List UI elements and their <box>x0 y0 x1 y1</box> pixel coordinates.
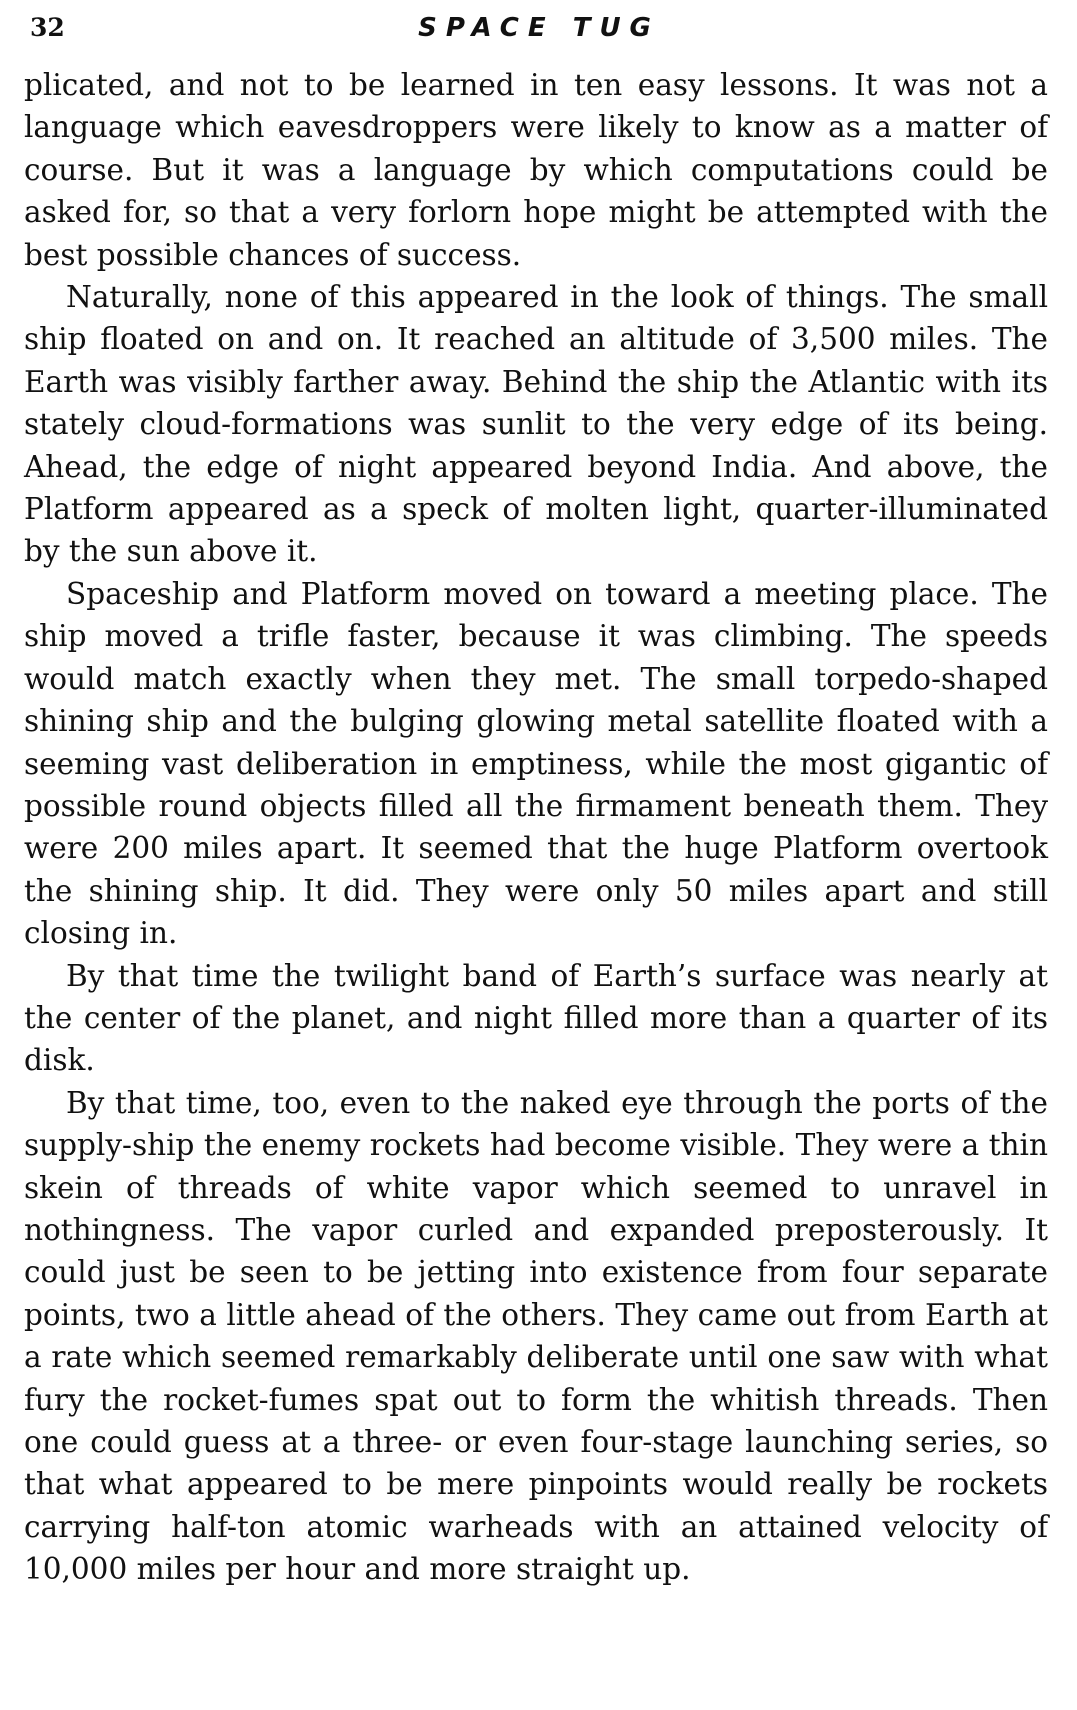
paragraph-continued: plicated, and not to be learned in ten easy lessons. It was not a language which eavesdroppers were likely to know as a matter of course. But it was a language by which computations could be asked for, so that a very forlorn hope might be attempted with the best possible chances of success. <box>24 68 1048 272</box>
page-header <box>24 6 1054 50</box>
paragraph: Naturally, none of this appeared in the look of things. The small ship floated on and on. It reached an altitude of 3,500 miles. The Earth was visibly farther away. Behind the ship the Atlantic with its stately cloud-formations was sunlit to the very edge of its being. Ahead, the edge of night appeared beyond India. And above, the Platform appeared as a speck of molten light, quarter-illuminated by the sun above it. <box>24 280 1048 569</box>
running-head-title: SPACE TUG <box>418 13 660 43</box>
paragraph: By that time the twilight band of Earth’s surface was nearly at the center of the planet, and night filled more than a quarter of its disk. <box>24 958 1048 1078</box>
page-number: 32 <box>30 13 65 42</box>
paragraph: By that time, too, even to the naked eye through the ports of the supply-ship the enemy rockets had become visible. They were a thin skein of threads of white vapor which seemed to unravel in nothingness. The vapor curled and expanded preposterously. It could just be seen to be jetting into existence from four separate points, two a little ahead of the others. They came out from Earth at a rate which seemed remarkably deliberate until one saw with what fury the rocket-fumes spat out to form the whitish threads. Then one could guess at a three- or even four-stage launching series, so that what appeared to be mere pinpoints would really be rockets carrying half-ton atomic warheads with an attained velocity of 10,000 miles per hour and more straight up. <box>24 1085 1048 1587</box>
paragraph: Spaceship and Platform moved on toward a meeting place. The ship moved a trifle faster, because it was climbing. The speeds would match exactly when they met. The small torpedo-shaped shining ship and the bulging glowing metal satellite floated with a seeming vast deliberation in emptiness, while the most gigantic of possible round objects filled all the firmament beneath them. They were 200 miles apart. It seemed that the huge Platform overtook the shining ship. It did. They were only 50 miles apart and still closing in. <box>24 576 1048 951</box>
body-text <box>24 64 1048 1591</box>
